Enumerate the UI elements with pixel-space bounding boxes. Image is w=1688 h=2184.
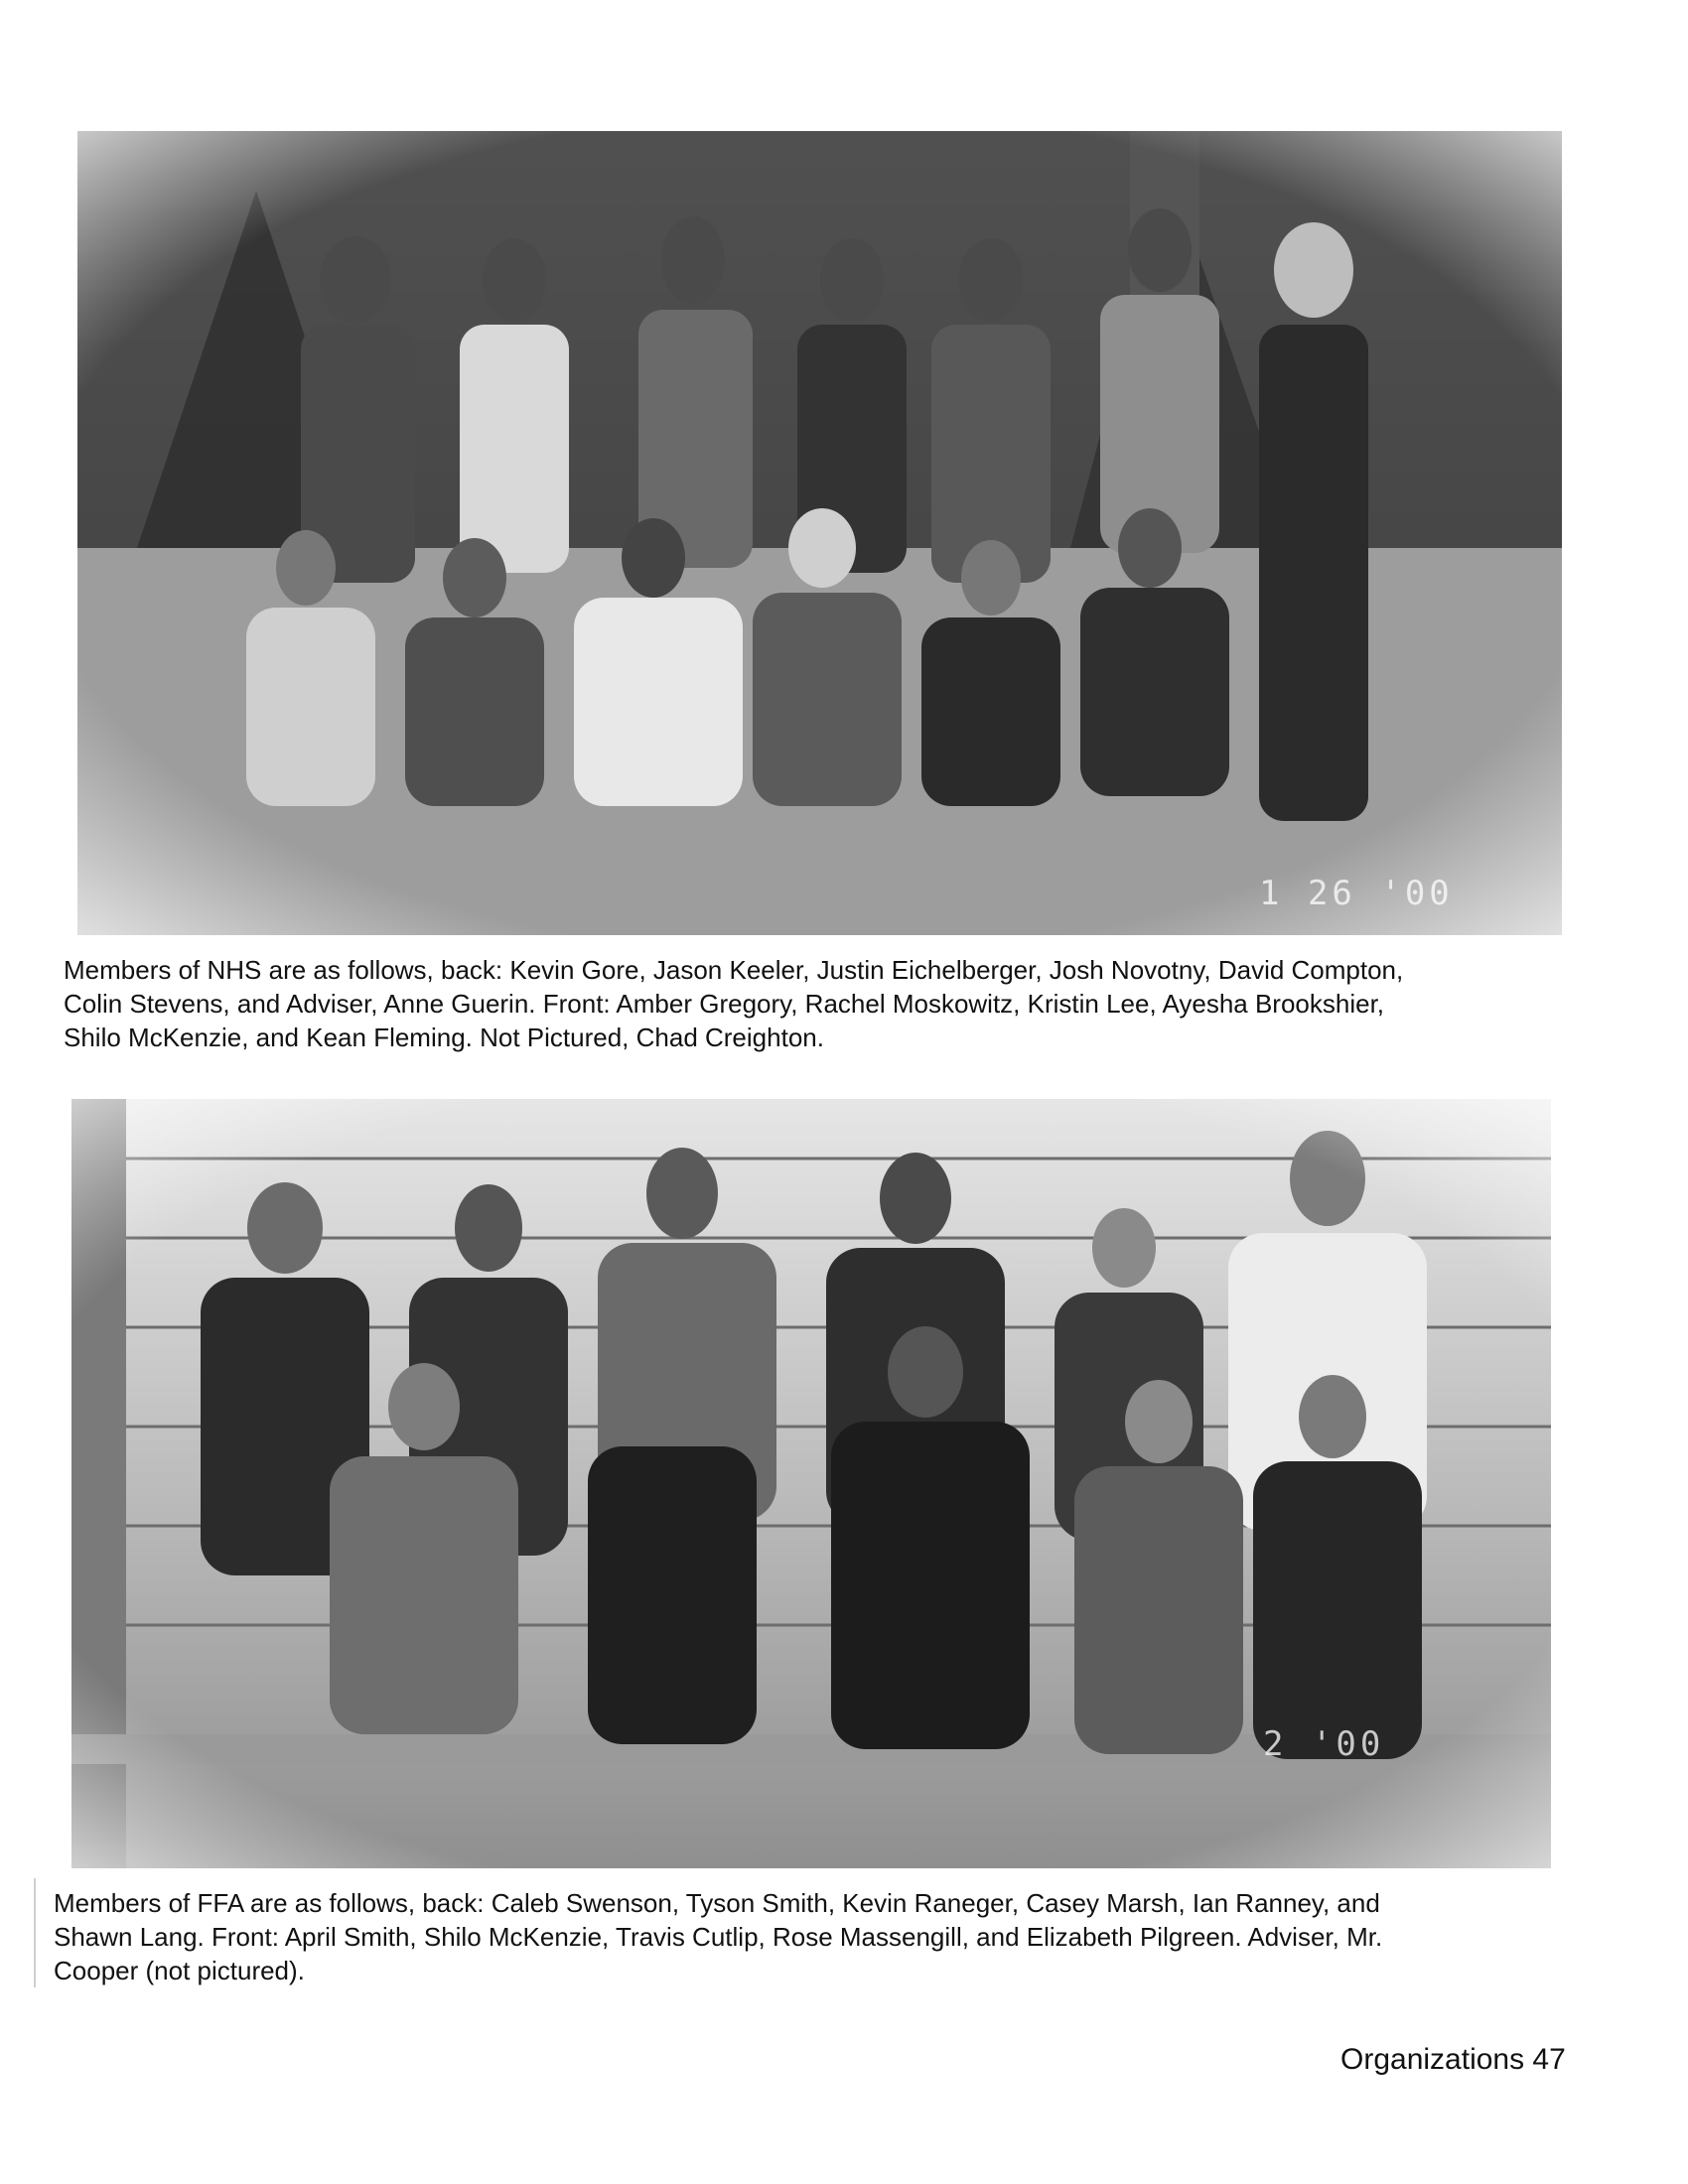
page-footer-label: Organizations 47 bbox=[1340, 2043, 1566, 2076]
nhs-photo-illustration bbox=[77, 131, 1562, 935]
margin-rule bbox=[34, 1878, 36, 1987]
nhs-group-photo bbox=[77, 131, 1562, 935]
ffa-caption bbox=[54, 1886, 1593, 1987]
nhs-caption bbox=[64, 953, 1593, 1054]
caption-line: Shawn Lang. Front: April Smith, Shilo McKenzie, Travis Cutlip, Rose Massengill, and Elizabeth Pilgreen. Adviser, Mr. bbox=[54, 1922, 1383, 1952]
caption-line: Cooper (not pictured). bbox=[54, 1956, 305, 1985]
caption-line: Members of NHS are as follows, back: Kevin Gore, Jason Keeler, Justin Eichelberger, Josh Novotny, David Compton, bbox=[64, 955, 1404, 985]
caption-line: Members of FFA are as follows, back: Caleb Swenson, Tyson Smith, Kevin Raneger, Casey Marsh, Ian Ranney, and bbox=[54, 1888, 1380, 1918]
photo-date-stamp: 1 26 '00 bbox=[1259, 874, 1454, 913]
photo-date-stamp: 2 '00 bbox=[1263, 1724, 1385, 1764]
caption-line: Colin Stevens, and Adviser, Anne Guerin. Front: Amber Gregory, Rachel Moskowitz, Kristin Lee, Ayesha Brookshier, bbox=[64, 989, 1385, 1019]
ffa-group-photo bbox=[71, 1099, 1551, 1868]
caption-line: Shilo McKenzie, and Kean Fleming. Not Pictured, Chad Creighton. bbox=[64, 1023, 824, 1052]
